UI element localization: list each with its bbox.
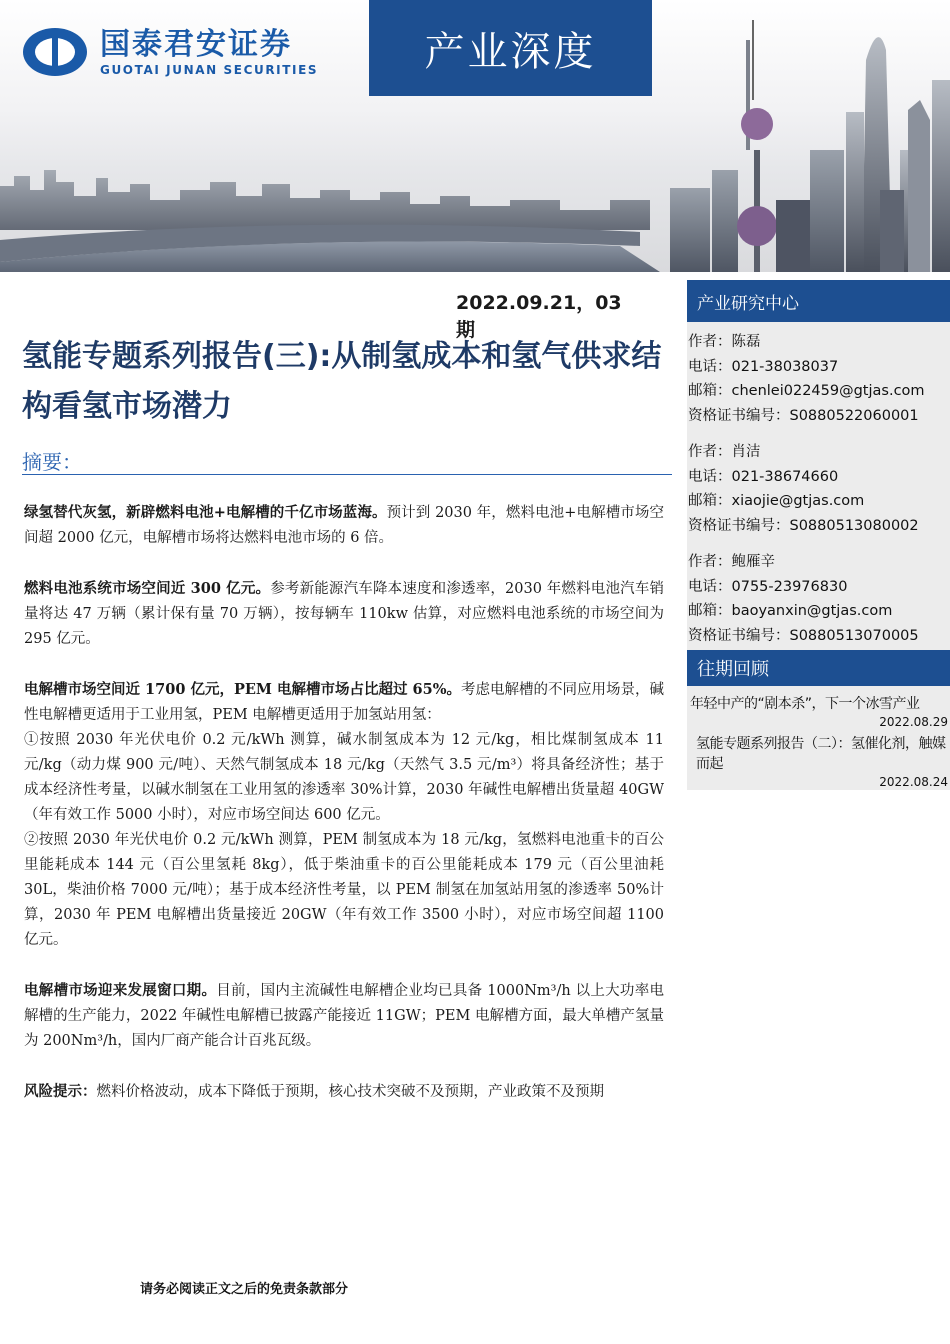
author-block: [688, 440, 950, 538]
paragraph-lead: 燃料电池系统市场空间近 300 亿元。: [24, 580, 271, 597]
paragraph-text: 考虑电解槽的不同应用场景，碱性电解槽更适用于工业用氢，PEM 电解槽更适用于加氢站用氢：: [24, 682, 665, 723]
brand-name-cn: 国泰君安证券: [100, 27, 292, 62]
author-email[interactable]: 邮箱：chenlei022459@gtjas.com: [688, 383, 925, 399]
author-list: [688, 330, 950, 660]
author-block: [688, 330, 950, 428]
disclaimer-note: 请务必阅读正文之后的免责条款部分: [140, 1282, 349, 1297]
risk-label: 风险提示：: [24, 1083, 97, 1100]
author-email[interactable]: 邮箱：xiaojie@gtjas.com: [688, 493, 865, 509]
past-reports-list: [690, 694, 950, 794]
author-name: 作者：肖洁: [688, 444, 761, 460]
paragraph: [24, 576, 664, 652]
risk-note: [24, 1079, 664, 1105]
author-cert: 资格证书编号：S0880513070005: [688, 627, 919, 644]
author-name: 作者：陈磊: [688, 334, 761, 350]
past-report-date: 2022.08.24: [879, 775, 948, 789]
report-date: 2022.09.21，03 期: [456, 292, 622, 341]
report-type-banner: 产业深度: [369, 0, 652, 96]
author-cert: 资格证书编号：S0880522060001: [688, 407, 919, 424]
paragraph: [24, 677, 664, 728]
paragraph-lead: 电解槽市场空间近 1700 亿元，PEM 电解槽市场占比超过 65%。: [24, 681, 462, 698]
research-center-header: 产业研究中心: [687, 280, 950, 322]
author-phone: 电话：0755-23976830: [688, 578, 848, 595]
paragraph-text: 预计到 2030 年，燃料电池+电解槽市场空间超 2000 亿元，电解槽市场将达燃料电池市场的 6 倍。: [24, 505, 664, 546]
past-report-date: 2022.08.29: [879, 715, 948, 729]
brand-name-en: GUOTAI JUNAN SECURITIES: [100, 63, 319, 77]
abstract-divider: [22, 474, 672, 475]
point-1: ①按照 2030 年光伏电价 0.2 元/kWh 测算，碱水制氢成本为 12 元/kg，相比煤制氢成本 11 元/kg（动力煤 900 元/吨）、天然气制氢成本 18 元/kg（天然气 3.5 元/m³）将具备经济性；基于成本经济性考量，以碱水制氢在工业用氢的渗透率 30%计算，2030 年碱性电解槽出货量超 40GW（年有效工作 5000 小时），对应市场空间达 600 亿元。: [24, 732, 664, 823]
point-2: ②按照 2030 年光伏电价 0.2 元/kWh 测算，PEM 制氢成本为 18 元/kg，氢燃料电池重卡的百公里能耗成本 144 元（百公里氢耗 8kg），低于柴油重卡的百公里能耗成本 179 元（百公里油耗 30L，柴油价格 7000 元/吨）；基于成本经济性考量，以 PEM 制氢在加氢站用氢的渗透率 50%计算，2030 年 PEM 电解槽出货量接近 20GW（年有效工作 3500 小时），对应市场空间超 1100 亿元。: [24, 832, 664, 948]
report-header: [0, 0, 950, 272]
brand-logo: [22, 24, 318, 80]
paragraph-lead: 绿氢替代灰氢，新辟燃料电池+电解槽的千亿市场蓝海。: [24, 504, 387, 521]
author-email[interactable]: 邮箱：baoyanxin@gtjas.com: [688, 603, 893, 619]
past-report-item[interactable]: [690, 694, 950, 730]
risk-text: 燃料价格波动，成本下降低于预期，核心技术突破不及预期，产业政策不及预期: [96, 1084, 604, 1100]
paragraph: [24, 978, 664, 1054]
report-title: 氢能专题系列报告(三):从制氢成本和氢气供求结构看氢市场潜力: [22, 339, 662, 424]
past-reports-header: 往期回顾: [687, 650, 950, 686]
abstract-body: [24, 500, 664, 1130]
author-block: [688, 550, 950, 648]
author-name: 作者：鲍雁辛: [688, 554, 775, 570]
paragraph-lead: 电解槽市场迎来发展窗口期。: [24, 982, 217, 999]
author-phone: 电话：021-38038037: [688, 358, 839, 375]
paragraph-text: 参考新能源汽车降本速度和渗透率，2030 年燃料电池汽车销量将达 47 万辆（累计保有量 70 万辆），按每辆车 110kw 估算，对应燃料电池系统的市场空间为 295 亿元。: [24, 581, 664, 647]
author-cert: 资格证书编号：S0880513080002: [688, 517, 919, 534]
abstract-label: 摘要：: [22, 450, 82, 474]
paragraph: [24, 500, 664, 551]
past-report-item[interactable]: [690, 734, 950, 790]
paragraph-text: 目前，国内主流碱性电解槽企业均已具备 1000Nm³/h 以上大功率电解槽的生产能力，2022 年碱性电解槽已披露产能接近 11GW；PEM 电解槽方面，最大单槽产氢量为 200Nm³/h，国内厂商产能合计百兆瓦级。: [24, 983, 665, 1049]
past-report-title[interactable]: 氢能专题系列报告（二）：氢催化剂，触媒而起: [696, 736, 946, 772]
author-phone: 电话：021-38674660: [688, 468, 839, 485]
logo-mark-icon: [22, 27, 88, 77]
past-report-title[interactable]: 年轻中产的“剧本杀”，下一个冰雪产业: [690, 696, 920, 712]
